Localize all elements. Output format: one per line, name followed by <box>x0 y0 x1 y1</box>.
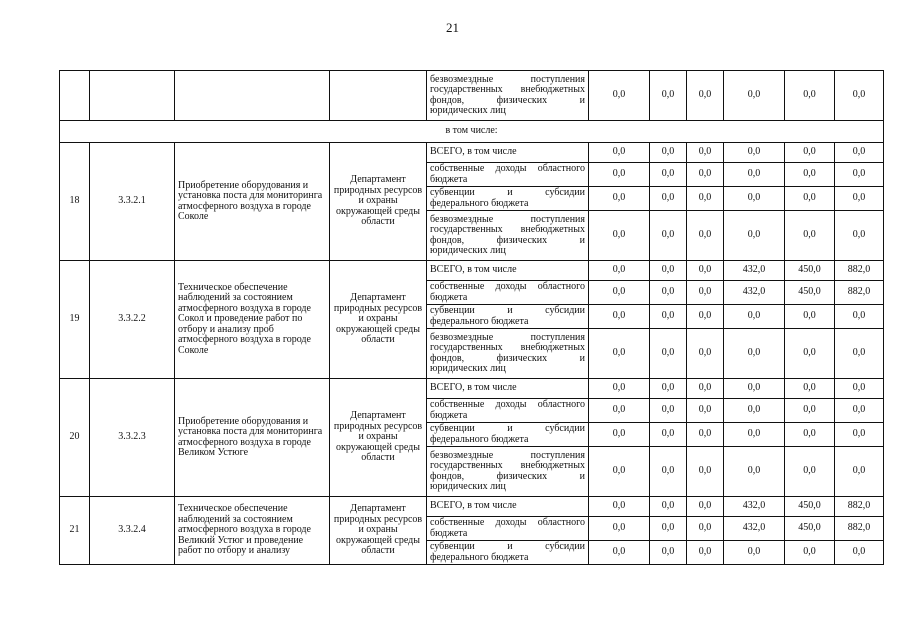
cell-value: 0,0 <box>835 447 884 497</box>
cell-value: 0,0 <box>785 143 835 163</box>
item-name: Приобретение оборудования и установка поста для мониторинга атмосферного воздуха в городе Соколе <box>175 143 330 261</box>
cell-value: 0,0 <box>724 423 785 447</box>
cell-value: 0,0 <box>687 517 724 541</box>
table-body <box>60 71 884 565</box>
cell-source: собственные доходы областного бюджета <box>427 163 589 187</box>
cell-value: 0,0 <box>785 447 835 497</box>
cell-source: безвозмездные поступления государственных внебюджетных фондов, физических и юридических лиц <box>427 71 589 121</box>
cell-value: 0,0 <box>687 497 724 517</box>
cell-value: 0,0 <box>589 399 650 423</box>
item-department: Департамент природных ресурсов и охраны окружающей среды области <box>330 143 427 261</box>
cell-value: 0,0 <box>724 399 785 423</box>
cell-source: собственные доходы областного бюджета <box>427 281 589 305</box>
cell-value: 0,0 <box>724 211 785 261</box>
item-name: Приобретение оборудования и установка поста для мониторинга атмосферного воздуха в городе Великом Устюге <box>175 379 330 497</box>
cell-source: субвенции и субсидии федерального бюджета <box>427 541 589 565</box>
cell-value: 450,0 <box>785 281 835 305</box>
cell-num-empty <box>60 71 90 121</box>
cell-value: 0,0 <box>687 211 724 261</box>
cell-value: 0,0 <box>785 163 835 187</box>
cell-source: собственные доходы областного бюджета <box>427 399 589 423</box>
cell-value: 0,0 <box>724 305 785 329</box>
cell-value: 0,0 <box>687 143 724 163</box>
cell-value: 0,0 <box>687 163 724 187</box>
cell-value: 0,0 <box>835 211 884 261</box>
cell-value: 0,0 <box>687 329 724 379</box>
cell-dept-empty <box>330 71 427 121</box>
cell-value: 432,0 <box>724 497 785 517</box>
item-department: Департамент природных ресурсов и охраны окружающей среды области <box>330 261 427 379</box>
cell-value: 432,0 <box>724 281 785 305</box>
cell-value: 0,0 <box>835 305 884 329</box>
cell-value: 450,0 <box>785 517 835 541</box>
cell-value: 0,0 <box>589 187 650 211</box>
cell-value: 0,0 <box>589 541 650 565</box>
item-number: 20 <box>60 379 90 497</box>
item-number: 21 <box>60 497 90 565</box>
cell-value: 0,0 <box>835 143 884 163</box>
cell-value: 0,0 <box>724 329 785 379</box>
table-row <box>60 261 884 281</box>
cell-value: 0,0 <box>650 187 687 211</box>
cell-value: 0,0 <box>835 423 884 447</box>
cell-value: 0,0 <box>650 541 687 565</box>
table-row <box>60 71 884 121</box>
cell-value: 0,0 <box>650 143 687 163</box>
cell-value: 0,0 <box>650 447 687 497</box>
cell-value: 0,0 <box>589 261 650 281</box>
cell-source: ВСЕГО, в том числе <box>427 379 589 399</box>
item-code: 3.3.2.4 <box>90 497 175 565</box>
cell-value: 0,0 <box>785 211 835 261</box>
cell-value: 0,0 <box>724 163 785 187</box>
cell-value: 0,0 <box>687 71 724 121</box>
cell-value: 432,0 <box>724 261 785 281</box>
cell-code-empty <box>90 71 175 121</box>
subheader-row <box>60 121 884 143</box>
cell-value: 450,0 <box>785 497 835 517</box>
item-code: 3.3.2.3 <box>90 379 175 497</box>
cell-value: 0,0 <box>785 71 835 121</box>
cell-value: 0,0 <box>785 379 835 399</box>
cell-source: субвенции и субсидии федерального бюджета <box>427 305 589 329</box>
cell-value: 0,0 <box>785 423 835 447</box>
cell-value: 0,0 <box>785 329 835 379</box>
cell-source: ВСЕГО, в том числе <box>427 143 589 163</box>
cell-value: 0,0 <box>687 281 724 305</box>
cell-value: 0,0 <box>687 447 724 497</box>
page-number: 21 <box>446 20 459 35</box>
cell-value: 0,0 <box>835 379 884 399</box>
cell-value: 0,0 <box>650 379 687 399</box>
cell-value: 0,0 <box>687 541 724 565</box>
cell-value: 0,0 <box>650 329 687 379</box>
cell-source: собственные доходы областного бюджета <box>427 517 589 541</box>
item-number: 19 <box>60 261 90 379</box>
cell-source: субвенции и субсидии федерального бюджета <box>427 423 589 447</box>
cell-value: 0,0 <box>650 497 687 517</box>
cell-value: 0,0 <box>650 281 687 305</box>
table-row <box>60 143 884 163</box>
cell-value: 0,0 <box>650 261 687 281</box>
cell-value: 0,0 <box>589 447 650 497</box>
cell-value: 0,0 <box>589 329 650 379</box>
cell-value: 0,0 <box>835 541 884 565</box>
table-row <box>60 497 884 517</box>
cell-value: 0,0 <box>835 329 884 379</box>
cell-value: 0,0 <box>650 517 687 541</box>
cell-value: 0,0 <box>589 517 650 541</box>
cell-value: 882,0 <box>835 261 884 281</box>
cell-value: 0,0 <box>589 281 650 305</box>
cell-value: 0,0 <box>835 399 884 423</box>
cell-name-empty <box>175 71 330 121</box>
cell-value: 0,0 <box>835 187 884 211</box>
item-name: Техническое обеспечение наблюдений за состоянием атмосферного воздуха в городе Сокол и проведение работ по отбору и анализу проб атмосферного воздуха в городе Соколе <box>175 261 330 379</box>
cell-value: 0,0 <box>650 399 687 423</box>
cell-value: 0,0 <box>589 71 650 121</box>
cell-source: ВСЕГО, в том числе <box>427 497 589 517</box>
cell-value: 0,0 <box>589 211 650 261</box>
cell-value: 0,0 <box>650 163 687 187</box>
cell-source: ВСЕГО, в том числе <box>427 261 589 281</box>
cell-value: 0,0 <box>835 163 884 187</box>
cell-value: 0,0 <box>589 305 650 329</box>
item-department: Департамент природных ресурсов и охраны окружающей среды области <box>330 379 427 497</box>
item-number: 18 <box>60 143 90 261</box>
cell-value: 0,0 <box>650 71 687 121</box>
cell-value: 0,0 <box>650 305 687 329</box>
cell-value: 0,0 <box>687 305 724 329</box>
cell-source: безвозмездные поступления государственных внебюджетных фондов, физических и юридических лиц <box>427 329 589 379</box>
cell-value: 0,0 <box>785 399 835 423</box>
cell-value: 0,0 <box>724 541 785 565</box>
item-name: Техническое обеспечение наблюдений за состоянием атмосферного воздуха в городе Великий Устюг и проведение работ по отбору и анализу <box>175 497 330 565</box>
item-department: Департамент природных ресурсов и охраны окружающей среды области <box>330 497 427 565</box>
cell-value: 432,0 <box>724 517 785 541</box>
cell-value: 0,0 <box>589 143 650 163</box>
cell-source: безвозмездные поступления государственных внебюджетных фондов, физических и юридических лиц <box>427 211 589 261</box>
cell-value: 882,0 <box>835 497 884 517</box>
cell-source: субвенции и субсидии федерального бюджета <box>427 187 589 211</box>
cell-value: 0,0 <box>835 71 884 121</box>
cell-value: 0,0 <box>724 71 785 121</box>
cell-value: 0,0 <box>687 261 724 281</box>
cell-value: 0,0 <box>589 163 650 187</box>
cell-value: 0,0 <box>687 187 724 211</box>
cell-value: 0,0 <box>650 423 687 447</box>
cell-value: 0,0 <box>687 399 724 423</box>
cell-value: 0,0 <box>724 379 785 399</box>
cell-value: 0,0 <box>589 379 650 399</box>
cell-source: безвозмездные поступления государственных внебюджетных фондов, физических и юридических лиц <box>427 447 589 497</box>
cell-value: 0,0 <box>724 447 785 497</box>
cell-value: 0,0 <box>785 541 835 565</box>
cell-value: 0,0 <box>589 423 650 447</box>
cell-value: 0,0 <box>687 379 724 399</box>
cell-value: 0,0 <box>724 143 785 163</box>
cell-value: 882,0 <box>835 281 884 305</box>
table-row <box>60 379 884 399</box>
cell-value: 0,0 <box>785 187 835 211</box>
cell-value: 0,0 <box>724 187 785 211</box>
subheader-cell: в том числе: <box>60 121 884 143</box>
item-code: 3.3.2.1 <box>90 143 175 261</box>
cell-value: 0,0 <box>589 497 650 517</box>
cell-value: 450,0 <box>785 261 835 281</box>
item-code: 3.3.2.2 <box>90 261 175 379</box>
funding-table <box>59 70 884 565</box>
cell-value: 0,0 <box>785 305 835 329</box>
cell-value: 882,0 <box>835 517 884 541</box>
cell-value: 0,0 <box>650 211 687 261</box>
cell-value: 0,0 <box>687 423 724 447</box>
